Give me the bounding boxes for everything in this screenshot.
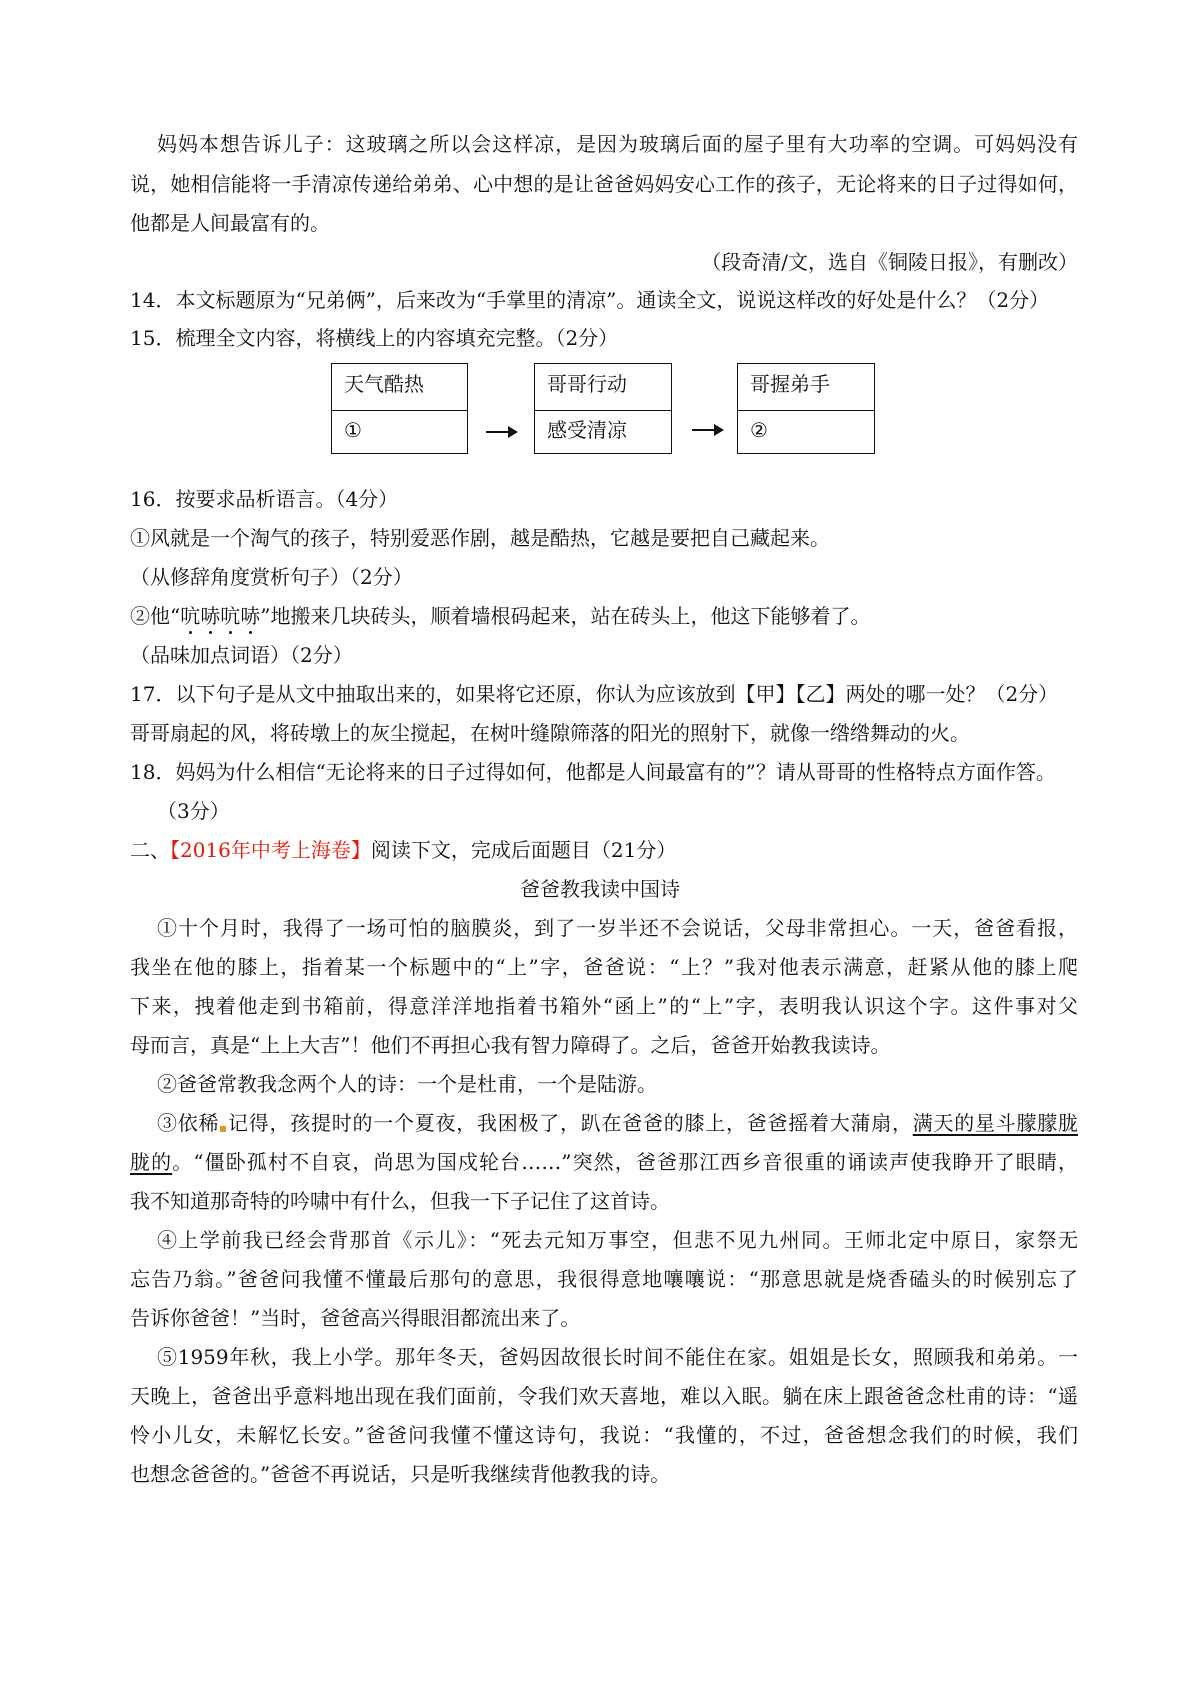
section-2-instruction: 阅读下文，完成后面题目（21分） bbox=[370, 838, 677, 862]
underlined-phrase: 胧的 bbox=[130, 1150, 173, 1174]
p3-body: 记得，孩提时的一个夏夜，我困极了，趴在爸爸的膝上，爸爸摇着大蒲扇， bbox=[227, 1111, 913, 1135]
sentence-2-rest: ”地搬来几块砖头，顺着墙根码起来，站在砖头上，他这下能够着了。 bbox=[260, 604, 871, 628]
dotted-word-text: 吭哧吭哧 bbox=[180, 604, 261, 628]
highlight-mark-icon bbox=[220, 1126, 226, 1132]
question-18-score: （3分） bbox=[157, 799, 230, 823]
underlined-phrase: 满天的星斗朦朦胧 bbox=[912, 1111, 1078, 1135]
article-p1-line: ①十个月时，我得了一场可怕的脑膜炎，到了一岁半还不会说话，父母非常担心。一天，爸爸看报， bbox=[157, 916, 1078, 940]
flow-box-1 bbox=[331, 363, 468, 454]
article-p2: ②爸爸常教我念两个人的诗：一个是杜甫，一个是陆游。 bbox=[157, 1072, 657, 1096]
section-2-source-tag: 【2016年中考上海卷】 bbox=[170, 838, 371, 862]
question-15: 15．梳理全文内容，将横线上的内容填充完整。（2分） bbox=[130, 326, 619, 350]
flow-box-3-bottom: ② bbox=[750, 418, 768, 442]
flow-box-1-bottom: ① bbox=[344, 418, 362, 442]
article-p3-line bbox=[157, 1109, 1078, 1137]
emphasis-dots bbox=[180, 631, 260, 637]
flow-box-3 bbox=[737, 363, 875, 454]
story-paragraph-line: 他都是人间最富有的。 bbox=[130, 211, 330, 235]
story-paragraph-line: 说，她相信能将一手清凉传递给弟弟、心中想的是让爸爸妈妈安心工作的孩子，无论将来的日子过得如何， bbox=[130, 172, 1078, 196]
flow-box-2 bbox=[534, 363, 672, 454]
article-p1-line: 下来，拽着他走到书箱前，得意洋洋地指着书箱外“函上”的“上”字，表明我认识这个字。这件事对父 bbox=[130, 994, 1078, 1018]
p3-lead: ③依稀 bbox=[157, 1111, 220, 1135]
story-paragraph-line: 妈妈本想告诉儿子：这玻璃之所以会这样凉，是因为玻璃后面的屋子里有大功率的空调。可妈妈没有 bbox=[157, 132, 1078, 156]
article-p1-line: 母而言，真是“上上大吉”！他们不再担心我有智力障碍了。之后，爸爸开始教我读诗。 bbox=[130, 1033, 891, 1057]
question-16-requirement-1: （从修辞角度赏析句子）（2分） bbox=[130, 565, 413, 589]
section-2-prefix: 二、 bbox=[130, 838, 170, 862]
flow-box-2-top: 哥哥行动 bbox=[535, 364, 671, 411]
question-16-sentence-2 bbox=[130, 602, 870, 630]
section-2-header bbox=[130, 836, 676, 864]
flow-box-2-bottom: 感受清凉 bbox=[547, 418, 627, 442]
article-p4-line: 告诉你爸爸！”当时，爸爸高兴得眼泪都流出来了。 bbox=[130, 1306, 581, 1330]
question-16-requirement-2: （品味加点词语）（2分） bbox=[130, 643, 353, 667]
question-16: 16．按要求品析语言。（4分） bbox=[130, 487, 399, 511]
article-p5-line: ⑤1959年秋，我上小学。那年冬天，爸妈因故很长时间不能住在家。姐姐是长女，照顾我和弟弟。一 bbox=[157, 1345, 1078, 1369]
article-p5-line: 也想念爸爸的。”爸爸不再说话，只是听我继续背他教我的诗。 bbox=[130, 1462, 671, 1486]
flow-box-1-top: 天气酷热 bbox=[332, 364, 467, 411]
question-14: 14．本文标题原为“兄弟俩”，后来改为“手掌里的清凉”。通读全文，说说这样改的好处是什么？（2分） bbox=[130, 288, 1050, 312]
article-title: 爸爸教我读中国诗 bbox=[520, 877, 680, 901]
article-p1-line: 我坐在他的膝上，指着某一个标题中的“上”字，爸爸说：“上？”我对他表示满意，赶紧从他的膝上爬 bbox=[130, 955, 1078, 979]
flow-arrow-icon bbox=[692, 429, 722, 431]
p3-body: 。“僵卧孤村不自哀，尚思为国戍轮台……”突然，爸爸那江西乡音很重的诵读声使我睁开了眼睛， bbox=[172, 1150, 1079, 1174]
article-p4-line: ④上学前我已经会背那首《示儿》：“死去元知万事空，但悲不见九州同。王师北定中原日，家祭无 bbox=[157, 1228, 1078, 1252]
article-p5-line: 怜小儿女，未解忆长安。”爸爸问我懂不懂这诗句，我说：“我懂的，不过，爸爸想念我们的时候，我们 bbox=[130, 1423, 1078, 1447]
article-p3-line bbox=[130, 1148, 1078, 1176]
question-16-sentence-1: ①风就是一个淘气的孩子，特别爱恶作剧，越是酷热，它越是要把自己藏起来。 bbox=[130, 526, 830, 550]
question-18: 18．妈妈为什么相信“无论将来的日子过得如何，他都是人间最富有的”？请从哥哥的性格特点方面作答。 bbox=[130, 760, 1056, 784]
story-source: （段奇清/文，选自《铜陵日报》，有删改） bbox=[701, 250, 1078, 274]
question-17-sentence: 哥哥扇起的风，将砖墩上的灰尘搅起，在树叶缝隙筛落的阳光的照射下，就像一绺绺舞动的火。 bbox=[130, 721, 970, 745]
article-p4-line: 忘告乃翁。”爸爸问我懂不懂最后那句的意思，我很得意地嚷嚷说：“那意思就是烧香磕头的时候别忘了 bbox=[130, 1267, 1078, 1291]
flow-arrow-icon bbox=[486, 431, 516, 433]
sentence-2-prefix: ②他“ bbox=[130, 604, 181, 628]
article-p3-line: 我不知道那奇特的吟啸中有什么，但我一下子记住了这首诗。 bbox=[130, 1189, 670, 1213]
question-17: 17．以下句子是从文中抽取出来的，如果将它还原，你认为应该放到【甲】【乙】两处的哪一处？（2分） bbox=[130, 682, 1059, 706]
article-p5-line: 天晚上，爸爸出乎意料地出现在我们面前，令我们欢天喜地，难以入眠。躺在床上跟爸爸念杜甫的诗：“遥 bbox=[130, 1384, 1078, 1408]
dotted-word bbox=[180, 602, 260, 630]
flow-box-3-top: 哥握弟手 bbox=[738, 364, 874, 411]
